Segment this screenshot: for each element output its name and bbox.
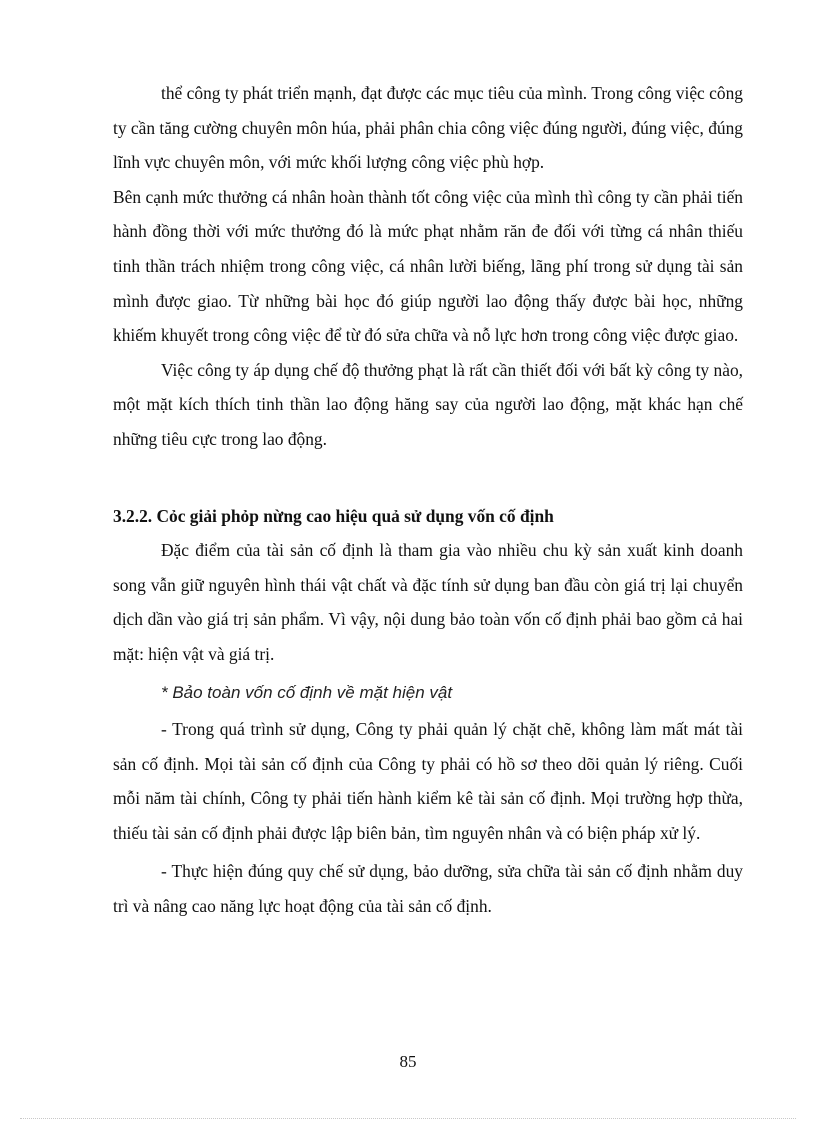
bullet-paragraph-1: - Trong quá trình sử dụng, Công ty phải quản lý chặt chẽ, không làm mất mát tài sản cố định. Mọi tài sản cố định của Công ty phải có hồ sơ theo dõi quản lý riêng. Cuối mỗi năm tài chính, Công ty phải tiến hành kiểm kê tài sản cố định. Mọi trường hợp thừa, thiếu tài sản cố định phải được lập biên bản, tìm nguyên nhân và có biện pháp xử lý. <box>113 719 743 843</box>
subheading: * Bảo toàn vốn cố định về mặt hiện vật <box>161 682 453 702</box>
section-intro-paragraph: Đặc điểm của tài sản cố định là tham gia vào nhiều chu kỳ sản xuất kinh doanh song vẫn giữ nguyên hình thái vật chất và đặc tính sử dụng ban đầu còn giá trị lại chuyển dịch dần vào giá trị sản phẩm. Vì vậy, nội dung bảo toàn vốn cố định phải bao gồm cả hai mặt: hiện vật và giá trị. <box>113 540 743 664</box>
paragraph-1: thể công ty phát triển mạnh, đạt được các mục tiêu của mình. Trong công việc công ty cần tăng cường chuyên môn húa, phải phân chia công việc đúng người, đúng việc, đúng lĩnh vực chuyên môn, với mức khối lượng công việc phù hợp. <box>113 83 743 173</box>
footer-divider <box>20 1118 796 1119</box>
paragraph-3: Việc công ty áp dụng chế độ thưởng phạt là rất cần thiết đối với bất kỳ công ty nào, một mặt kích thích tinh thần lao động hăng say của người lao động, mặt khác hạn chế những tiêu cực trong lao động. <box>113 359 743 449</box>
paragraph-2: Bên cạnh mức thưởng cá nhân hoàn thành tốt công việc của mình thì công ty cần phải tiến hành đồng thời với mức thưởng đó là mức phạt nhằm răn đe đối với từng cá nhân thiếu tinh thần trách nhiệm trong công việc, cá nhân lười biếng, lãng phí trong sử dụng tài sản mình được giao. Từ những bài học đó giúp người lao động thấy được bài học, những khiếm khuyết trong công việc để từ đó sửa chữa và nỗ lực hơn trong công việc được giao. <box>113 186 743 346</box>
page-content <box>113 76 743 924</box>
section-heading: 3.2.2. Cỏc giải phỏp nừng cao hiệu quả sử dụng vốn cố định <box>113 505 554 526</box>
page-number: 85 <box>399 1052 417 1071</box>
bullet-paragraph-2: - Thực hiện đúng quy chế sử dụng, bảo dưỡng, sửa chữa tài sản cố định nhằm duy trì và nâng cao năng lực hoạt động của tài sản cố định. <box>113 861 743 917</box>
spacer <box>113 457 743 499</box>
